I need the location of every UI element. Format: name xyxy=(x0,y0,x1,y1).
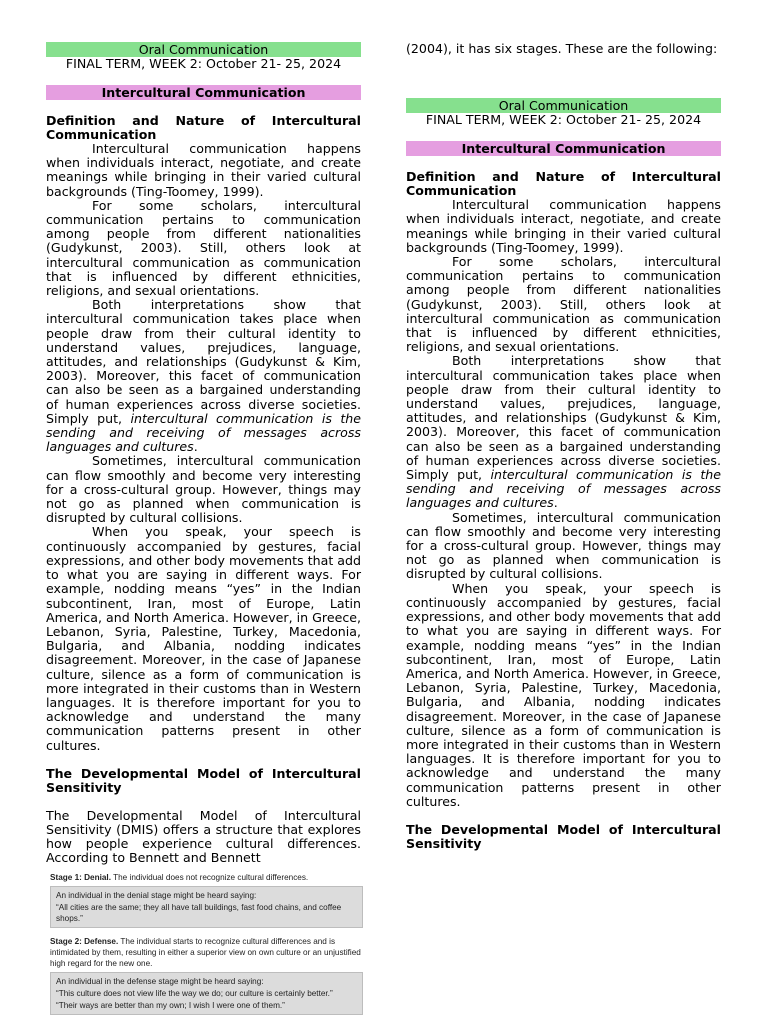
topic-band: Intercultural Communication xyxy=(46,85,361,100)
paragraph-3-text: Both interpretations show that intercultural communication takes place when people draw from their cultural identity to understand values, prejudices, language, attitudes, and relationships (Gudykunst & Kim, 2003). Moreover, this facet of communication can also be seen as a bargained understanding of human experiences across diverse societies. Simply put, xyxy=(46,297,361,426)
definition-heading-repeat: Definition and Nature of Intercultural Communication xyxy=(406,169,721,199)
left-column xyxy=(46,42,361,866)
dmis-heading-repeat: The Developmental Model of Intercultural Sensitivity xyxy=(406,821,721,851)
stage-1-quote-box xyxy=(50,886,363,928)
week-line-repeat: FINAL TERM, WEEK 2: October 21- 25, 2024 xyxy=(425,112,702,128)
paragraph-3-emphasis: intercultural communication is the sending and receiving of messages across languages and cultures xyxy=(46,410,361,455)
stage-2-quote-box xyxy=(50,972,363,1015)
stage-2-box-quote-2: “Their ways are better than my own; I wish I were one of them.” xyxy=(56,1001,285,1010)
paragraph-2: For some scholars, intercultural communication pertains to communication among people from different nationalities (Gudykunst, 2003). Still, others look at intercultural communication as communication that is influenced by different ethnicities, religions, and sexual orientations. xyxy=(46,197,361,299)
stage-1-label: Stage 1: Denial. xyxy=(50,873,111,882)
paragraph-3 xyxy=(46,298,361,454)
paragraph-2-repeat: For some scholars, intercultural communication pertains to communication among people from different nationalities (Gudykunst, 2003). Still, others look at intercultural communication as communication that is influenced by different ethnicities, religions, and sexual orientations. xyxy=(406,254,721,355)
paragraph-3-end: . xyxy=(193,439,198,455)
paragraph-1-repeat: Intercultural communication happens when individuals interact, negotiate, and create meanings while bringing in their varied cultural backgrounds (Ting-Toomey, 1999). xyxy=(406,197,721,255)
dmis-intro-continued: (2004), it has six stages. These are the following: xyxy=(406,41,718,56)
paragraph-5: When you speak, your speech is continuously accompanied by gestures, facial expressions, and other body movements that add to what you are saying in different ways. For example, nodding means “yes” in the Indian subcontinent, Iran, most of Europe, Latin America, and North America. However, in Greece, Lebanon, Syria, Palestine, Turkey, Macedonia, Bulgaria, and Albania, nodding indicates disagreement. Moreover, in the case of Japanese culture, silence as a form of communication is more integrated in their customs than in Western languages. It is therefore important for you to acknowledge and understand the many communication patterns present in other cultures. xyxy=(46,524,361,753)
paragraph-3-text-repeat: Both interpretations show that intercultural communication takes place when people draw from their cultural identity to understand values, prejudices, language, attitudes, and relationships (Gudykunst & Kim, 2003). Moreover, this facet of communication can also be seen as a bargained understanding of human experiences across diverse societies. Simply put, xyxy=(406,353,721,483)
stages-figure xyxy=(46,872,361,1022)
right-column xyxy=(406,42,721,851)
stage-1-text: The individual does not recognize cultural differences. xyxy=(110,873,309,882)
topic-band-repeat: Intercultural Communication xyxy=(406,141,721,156)
paragraph-4-repeat: Sometimes, intercultural communication can flow smoothly and become very interesting for a cross-cultural group. However, things may not go as planned when communication is disrupted by cultural collisions. xyxy=(406,509,721,582)
week-line: FINAL TERM, WEEK 2: October 21- 25, 2024 xyxy=(65,56,342,71)
stage-1-box-lead: An individual in the denial stage might be heard saying: xyxy=(56,891,257,900)
subject-band: Oral Communication xyxy=(46,42,361,57)
paragraph-3-end-repeat: . xyxy=(553,495,558,511)
dmis-heading: The Developmental Model of Intercultural Sensitivity xyxy=(46,765,361,795)
stage-2-label: Stage 2: Defense. xyxy=(50,937,119,946)
paragraph-4: Sometimes, intercultural communication can flow smoothly and become very interesting for a cross-cultural group. However, things may not go as planned when communication is disrupted by cultural collisions. xyxy=(46,453,361,526)
stage-2-title xyxy=(50,936,361,969)
paragraph-1: Intercultural communication happens when individuals interact, negotiate, and create meanings while bringing in their varied cultural backgrounds (Ting-Toomey, 1999). xyxy=(46,141,361,199)
stage-2-text: The individual starts to recognize cultural differences and is intimidated by them, resulting in either a superior view on own culture or an unjustified high regard for the new one. xyxy=(50,937,361,968)
subject-band-repeat: Oral Communication xyxy=(406,98,721,113)
definition-heading: Definition and Nature of Intercultural Communication xyxy=(46,113,361,142)
stage-2-box-quote-1: “This culture does not view life the way we do; our culture is certainly better.” xyxy=(56,989,333,998)
paragraph-3-repeat xyxy=(406,354,721,510)
stage-1-box-quote: “All cities are the same; they all have tall buildings, fast food chains, and coffee shops.” xyxy=(56,903,342,923)
dmis-intro: The Developmental Model of Intercultural Sensitivity (DMIS) offers a structure that explores how people experience cultural differences. According to Bennett and Bennett xyxy=(46,807,361,866)
paragraph-3-emphasis-repeat: intercultural communication is the sending and receiving of messages across languages and cultures xyxy=(406,467,721,511)
paragraph-5-repeat: When you speak, your speech is continuously accompanied by gestures, facial expressions, and other body movements that add to what you are saying in different ways. For example, nodding means “yes” in the Indian subcontinent, Iran, most of Europe, Latin America, and North America. However, in Greece, Lebanon, Syria, Palestine, Turkey, Macedonia, Bulgaria, and Albania, nodding indicates disagreement. Moreover, in the case of Japanese culture, silence as a form of communication is more integrated in their customs than in Western languages. It is therefore important for you to acknowledge and understand the many communication patterns present in other cultures. xyxy=(406,580,721,809)
stage-2-box-lead: An individual in the defense stage might be heard saying: xyxy=(56,977,264,986)
stage-1-title xyxy=(50,872,361,883)
